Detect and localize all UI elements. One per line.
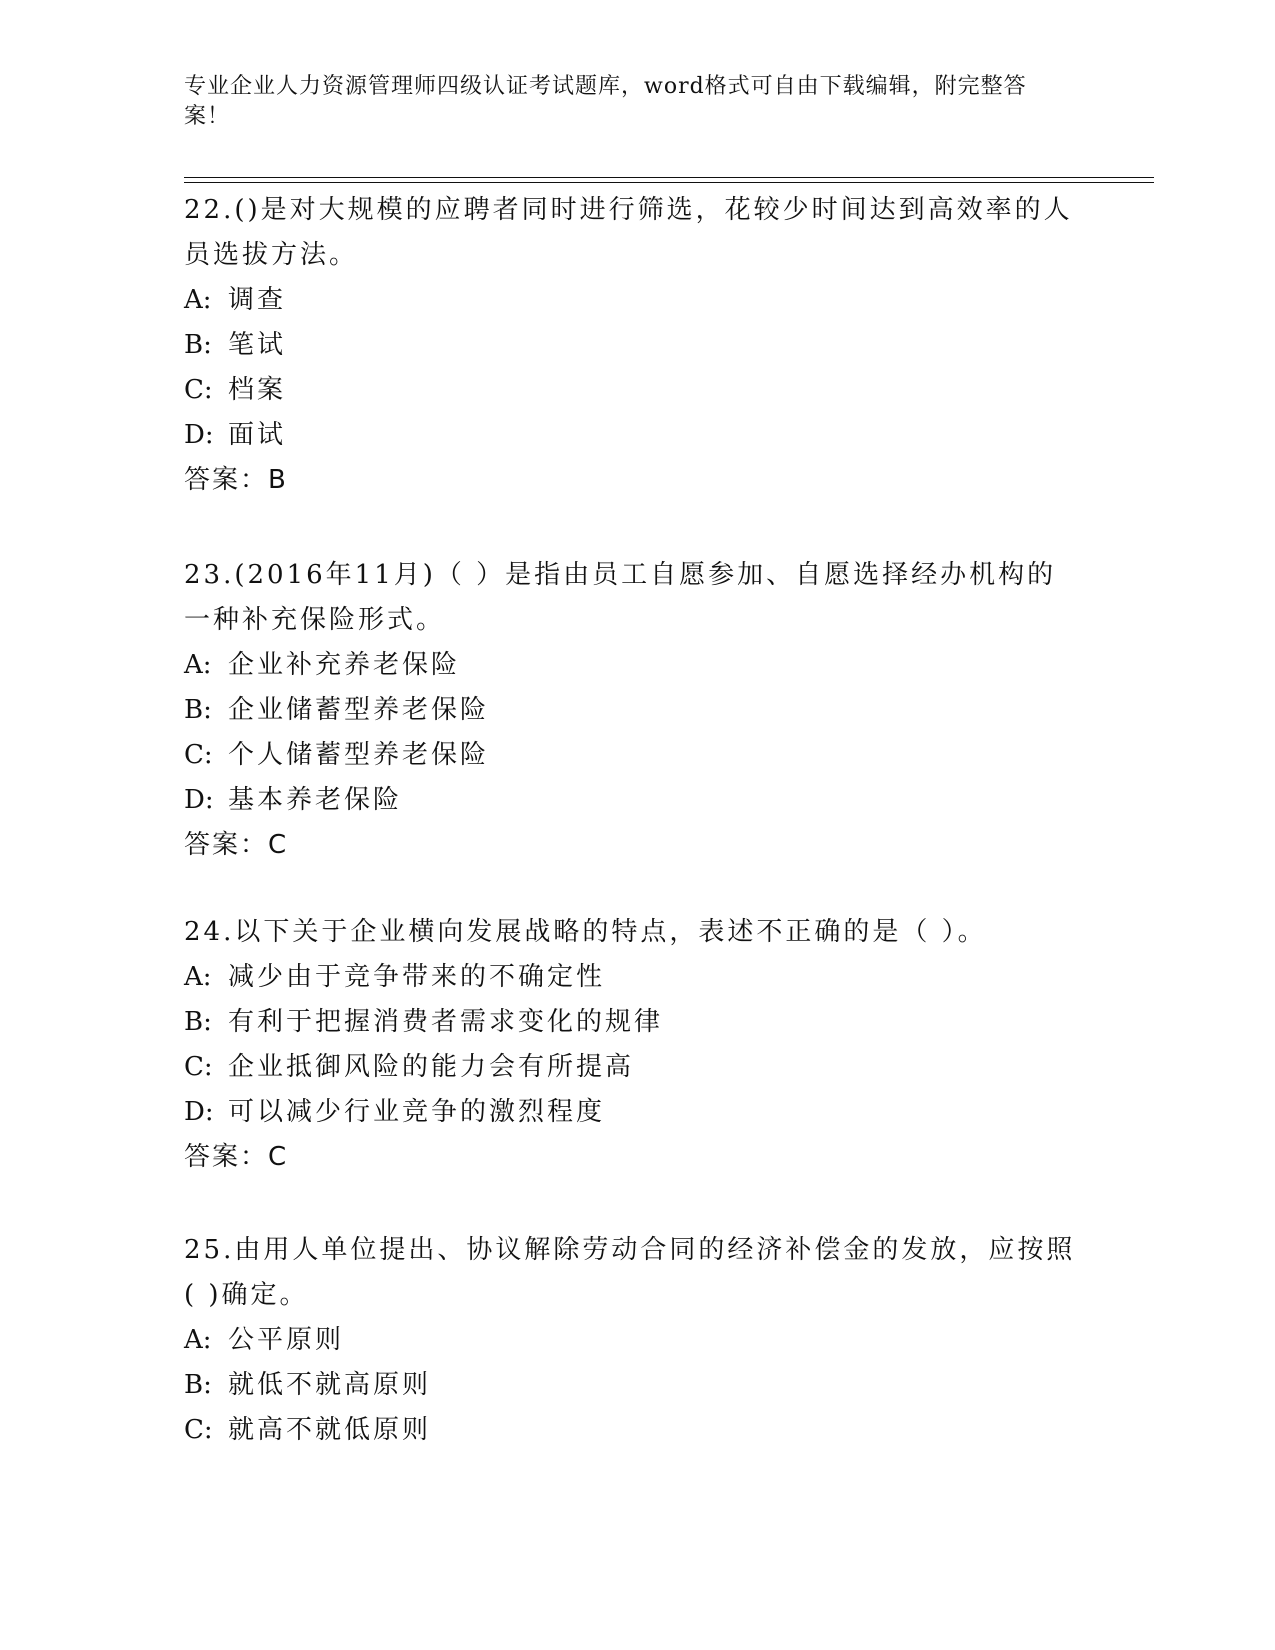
option-key: A:: [184, 285, 212, 315]
option-text: 公平原则: [228, 1325, 345, 1355]
answer-line: 答案：B: [184, 465, 288, 495]
option-text: 个人储蓄型养老保险: [228, 740, 490, 770]
question-stem: 22.()是对大规模的应聘者同时进行筛选，花较少时间达到高效率的人员选拔方法。: [184, 195, 1073, 270]
question-stem: 23.(2016年11月)（ ）是指由员工自愿参加、自愿选择经办机构的一种补充保险形式。: [184, 560, 1057, 635]
option-text: 就高不就低原则: [228, 1415, 432, 1445]
answer-line: 答案：C: [184, 1142, 289, 1172]
option-key: D:: [184, 1097, 214, 1127]
question-stem: 24.以下关于企业横向发展战略的特点，表述不正确的是（ ）。: [184, 917, 987, 947]
option-text: 基本养老保险: [228, 785, 403, 815]
header-note: 专业企业人力资源管理师四级认证考试题库，word格式可自由下载编辑，附完整答案！: [184, 74, 1027, 129]
option-a: [184, 955, 1084, 1000]
option-d: [184, 413, 1084, 458]
option-key: B:: [184, 695, 212, 725]
option-text: 有利于把握消费者需求变化的规律: [228, 1007, 664, 1037]
option-text: 面试: [228, 420, 287, 450]
answer-line: 答案：C: [184, 830, 289, 860]
option-d: [184, 1090, 1084, 1135]
option-text: 减少由于竞争带来的不确定性: [228, 962, 606, 992]
option-c: [184, 368, 1084, 413]
option-text: 企业补充养老保险: [228, 650, 461, 680]
option-text: 企业抵御风险的能力会有所提高: [228, 1052, 635, 1082]
option-text: 调查: [228, 285, 287, 315]
option-c: [184, 1045, 1084, 1090]
option-b: [184, 688, 1084, 733]
option-a: [184, 643, 1084, 688]
option-key: A:: [184, 962, 212, 992]
option-text: 可以减少行业竞争的激烈程度: [228, 1097, 606, 1127]
option-text: 档案: [228, 375, 287, 405]
option-key: D:: [184, 785, 214, 815]
option-key: A:: [184, 1325, 212, 1355]
question-25: [184, 1228, 1084, 1453]
option-a: [184, 1318, 1084, 1363]
option-key: B:: [184, 1007, 212, 1037]
option-key: B:: [184, 1370, 212, 1400]
option-key: B:: [184, 330, 212, 360]
option-text: 笔试: [228, 330, 287, 360]
question-22: [184, 188, 1084, 503]
question-23: [184, 553, 1084, 868]
option-d: [184, 778, 1084, 823]
option-key: C:: [184, 740, 213, 770]
option-c: [184, 1408, 1084, 1453]
option-key: C:: [184, 1052, 213, 1082]
option-key: D:: [184, 420, 214, 450]
option-text: 企业储蓄型养老保险: [228, 695, 490, 725]
option-a: [184, 278, 1084, 323]
question-24: [184, 910, 1084, 1180]
option-key: A:: [184, 650, 212, 680]
option-c: [184, 733, 1084, 778]
option-b: [184, 323, 1084, 368]
option-b: [184, 1363, 1084, 1408]
option-b: [184, 1000, 1084, 1045]
option-key: C:: [184, 375, 213, 405]
header-divider-bottom: [184, 182, 1154, 183]
question-stem: 25.由用人单位提出、协议解除劳动合同的经济补偿金的发放，应按照( )确定。: [184, 1235, 1076, 1310]
option-key: C:: [184, 1415, 213, 1445]
header-divider-top: [184, 177, 1154, 178]
option-text: 就低不就高原则: [228, 1370, 432, 1400]
